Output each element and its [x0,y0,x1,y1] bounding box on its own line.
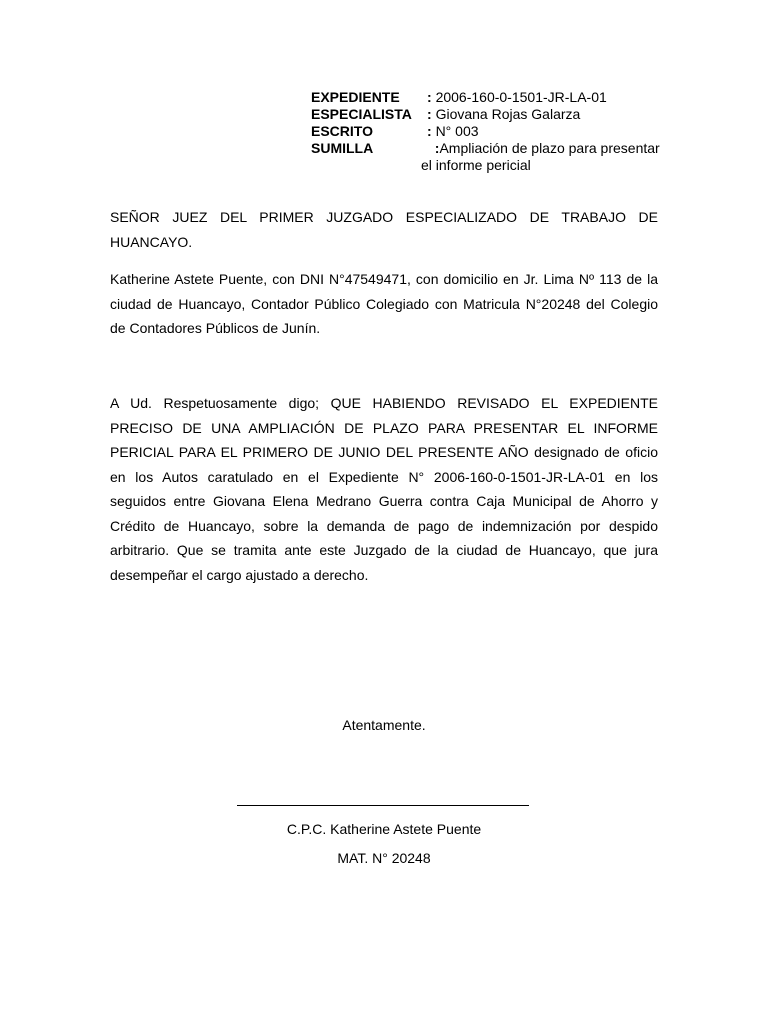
header-row-expediente [311,89,671,106]
header-value-sumilla: :Ampliación de plazo para presentar [427,140,660,156]
header-value-escrito-text: N° 003 [435,123,479,139]
header-value-expediente: : 2006-160-0-1501-JR-LA-01 [427,89,607,105]
intro-paragraph: Katherine Astete Puente, con DNI N°47549471, con domicilio en Jr. Lima Nº 113 de la ciudad de Huancayo, Contador Público Colegiado con Matricula N°20248 del Colegio de Contadores Públicos de Junín. [110,271,658,336]
closing-salutation: Atentamente. [342,717,426,733]
header-value-expediente-text: 2006-160-0-1501-JR-LA-01 [435,89,607,105]
header-label-expediente: EXPEDIENTE [311,89,400,105]
case-header [311,89,671,174]
header-label-escrito: ESCRITO [311,123,373,139]
header-value-sumilla-continuation: el informe pericial [421,157,531,173]
main-request-paragraph: A Ud. Respetuosamente digo; QUE HABIENDO REVISADO EL EXPEDIENTE PRECISO DE UNA AMPLIACIÓN DE PLAZO PARA PRESENTAR EL INFORME PERICIAL PARA EL PRIMERO DE JUNIO DEL PRESENTE AÑO designado de oficio en los Autos caratulado en el Expediente N° 2006-160-0-1501-JR-LA-01 en los seguidos entre Giovana Elena Medrano Guerra contra Caja Municipal de Ahorro y Crédito de Huancayo, sobre la demanda de pago de indemnización por despido arbitrario. Que se tramita ante este Juzgado de la ciudad de Huancayo, que jura desempeñar el cargo ajustado a derecho. [110,395,658,583]
header-row-especialista [311,106,671,123]
header-value-escrito: : N° 003 [427,123,479,139]
header-value-sumilla-text: Ampliación de plazo para presentar [439,140,660,156]
header-row-sumilla [311,140,671,157]
signature-line [237,805,529,806]
header-value-especialista-text: Giovana Rojas Galarza [435,106,581,122]
header-value-especialista: : Giovana Rojas Galarza [427,106,581,122]
addressee-paragraph: SEÑOR JUEZ DEL PRIMER JUZGADO ESPECIALIZADO DE TRABAJO DE HUANCAYO. [110,209,658,250]
header-label-sumilla: SUMILLA [311,140,374,156]
signer-registration: MAT. N° 20248 [337,850,431,866]
header-label-especialista: ESPECIALISTA [311,106,412,122]
header-row-escrito [311,123,671,140]
signer-name: C.P.C. Katherine Astete Puente [286,821,482,837]
